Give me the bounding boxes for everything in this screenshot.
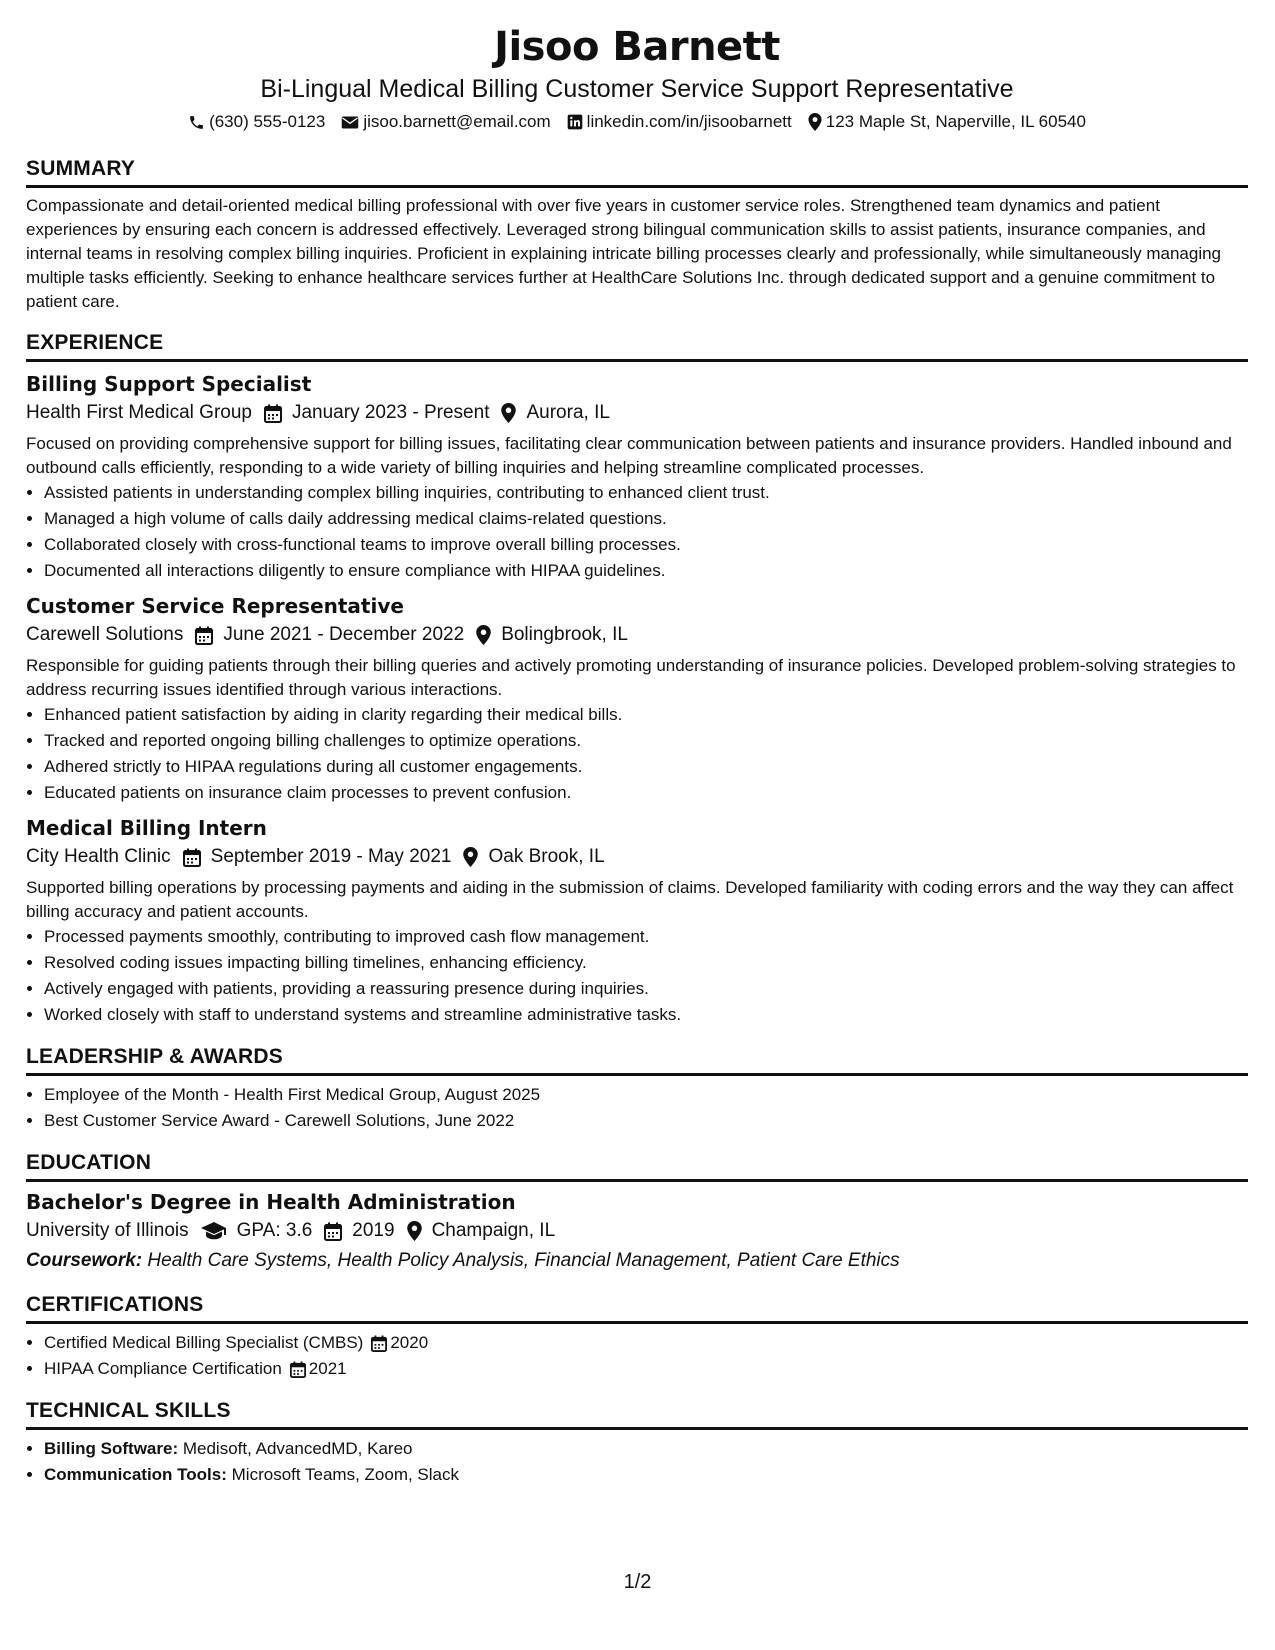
coursework-label: Coursework: <box>26 1250 143 1271</box>
experience-heading: EXPERIENCE <box>26 330 1248 362</box>
education-section <box>26 1150 1248 1276</box>
skill-label: Billing Software: <box>44 1439 179 1458</box>
calendar-icon <box>371 1335 387 1352</box>
job-description: Supported billing operations by processing payments and aiding in the submission of claims. Developed familiarity with coding errors and the way they can affect billing accuracy and patient accounts. <box>26 878 1234 921</box>
skills-list <box>26 1436 1248 1488</box>
phone-text: (630) 555-0123 <box>209 112 326 131</box>
email-text: jisoo.barnett@email.com <box>363 112 551 131</box>
list-item: • Collaborated closely with cross-functional teams to improve overall billing processes. <box>44 532 1248 558</box>
contact-line <box>26 110 1248 134</box>
coursework-line <box>26 1246 1248 1276</box>
skills-section <box>26 1398 1248 1488</box>
job-bullets <box>26 924 1248 1028</box>
degree-title: Bachelor's Degree in Health Administration <box>26 1190 516 1214</box>
list-item: • Tracked and reported ongoing billing challenges to optimize operations. <box>44 728 1248 754</box>
job-description: Responsible for guiding patients through their billing queries and actively promoting understanding of insurance policies. Developed problem-solving strategies to address recurring issues identified through various interactions. <box>26 656 1236 699</box>
address-text: 123 Maple St, Naperville, IL 60540 <box>825 112 1086 131</box>
cert-year: 2020 <box>390 1333 429 1352</box>
job-description: Focused on providing comprehensive support for billing issues, facilitating clear communication between patients and insurance providers. Handled inbound and outbound calls efficiently, responding to a wide variety of billing inquiries and helping streamline complicated processes. <box>26 434 1232 477</box>
resume-header <box>26 22 1248 134</box>
cert-row <box>44 1356 347 1382</box>
certifications-heading: CERTIFICATIONS <box>26 1292 1248 1324</box>
job-entry <box>26 370 1248 584</box>
job-title: Customer Service Representative <box>26 594 404 618</box>
phone-icon <box>188 114 205 131</box>
graduation-cap-icon <box>201 1222 227 1240</box>
list-item: • Employee of the Month - Health First Medical Group, August 2025 <box>44 1082 1248 1108</box>
resume-page <box>26 22 1248 1488</box>
job-location: Bolingbrook, IL <box>501 624 628 645</box>
cert-date <box>371 1330 428 1356</box>
list-item <box>44 1436 1248 1462</box>
list-item: • Enhanced patient satisfaction by aiding in clarity regarding their medical bills. <box>44 702 1248 728</box>
job-dates: June 2021 - December 2022 <box>223 624 465 645</box>
list-item: • Actively engaged with patients, providing a reassuring presence during inquiries. <box>44 976 1248 1002</box>
list-item: • Worked closely with staff to understand systems and streamline administrative tasks. <box>44 1002 1248 1028</box>
list-item: • Processed payments smoothly, contributing to improved cash flow management. <box>44 924 1248 950</box>
job-dates: January 2023 - Present <box>291 402 490 423</box>
summary-text: Compassionate and detail-oriented medical billing professional with over five years in customer service roles. Strengthened team dynamics and patient experiences by ensuring each concern is addressed effectively. Leveraged strong bilingual communication skills to assist patients, insurance companies, and internal teams in resolving complex billing inquiries. Proficient in explaining intricate billing processes clearly and professionally, while simultaneously managing multiple tasks efficiently. Seeking to enhance healthcare services further at HealthCare Solutions Inc. through dedicated support and a genuine commitment to patient care. <box>26 196 1222 311</box>
envelope-icon <box>341 115 359 130</box>
map-pin-icon <box>407 1221 422 1241</box>
candidate-name: Jisoo Barnett <box>494 24 780 70</box>
map-pin-icon <box>476 625 491 645</box>
calendar-icon <box>183 848 201 867</box>
summary-section <box>26 156 1248 314</box>
job-location: Aurora, IL <box>526 402 610 423</box>
cert-name: • Certified Medical Billing Specialist (CMBS) <box>44 1333 364 1352</box>
graduation-year: 2019 <box>352 1220 395 1241</box>
summary-heading: SUMMARY <box>26 156 1248 188</box>
certifications-list <box>26 1330 1248 1382</box>
awards-list <box>26 1082 1248 1134</box>
calendar-icon <box>290 1361 306 1378</box>
calendar-icon <box>195 626 213 645</box>
skills-heading: TECHNICAL SKILLS <box>26 1398 1248 1430</box>
list-item <box>44 1356 1248 1382</box>
job-bullets <box>26 702 1248 806</box>
job-title: Billing Support Specialist <box>26 372 312 396</box>
experience-section <box>26 330 1248 1028</box>
contact-phone[interactable] <box>188 110 325 134</box>
list-item <box>44 1330 1248 1356</box>
job-meta <box>26 842 1248 872</box>
list-item <box>44 1462 1248 1488</box>
cert-name: • HIPAA Compliance Certification <box>44 1359 282 1378</box>
calendar-icon <box>264 404 282 423</box>
job-entry <box>26 592 1248 806</box>
gpa-text: GPA: 3.6 <box>236 1220 313 1241</box>
cert-date <box>290 1356 347 1382</box>
linkedin-icon <box>567 114 583 130</box>
job-company: Health First Medical Group <box>26 402 252 423</box>
job-company: City Health Clinic <box>26 846 171 867</box>
school-name: University of Illinois <box>26 1220 189 1241</box>
contact-linkedin[interactable] <box>567 110 792 134</box>
job-bullets <box>26 480 1248 584</box>
list-item: • Educated patients on insurance claim processes to prevent confusion. <box>44 780 1248 806</box>
linkedin-text: linkedin.com/in/jisoobarnett <box>586 112 792 131</box>
job-dates: September 2019 - May 2021 <box>210 846 452 867</box>
map-pin-icon <box>808 113 822 131</box>
cert-year: 2021 <box>308 1359 347 1378</box>
list-item: • Documented all interactions diligently to ensure compliance with HIPAA guidelines. <box>44 558 1248 584</box>
map-pin-icon <box>501 403 516 423</box>
list-item: • Assisted patients in understanding complex billing inquiries, contributing to enhanced client trust. <box>44 480 1248 506</box>
map-pin-icon <box>463 847 478 867</box>
coursework-text: Health Care Systems, Health Policy Analysis, Financial Management, Patient Care Ethics <box>147 1250 900 1271</box>
page-number: 1/2 <box>623 1571 652 1593</box>
job-meta <box>26 620 1248 650</box>
education-heading: EDUCATION <box>26 1150 1248 1182</box>
education-meta <box>26 1216 1248 1246</box>
school-location: Champaign, IL <box>431 1220 556 1241</box>
calendar-icon <box>324 1222 342 1241</box>
list-item: • Managed a high volume of calls daily addressing medical claims-related questions. <box>44 506 1248 532</box>
contact-email[interactable] <box>341 110 550 134</box>
list-item: • Best Customer Service Award - Carewell Solutions, June 2022 <box>44 1108 1248 1134</box>
skill-value: Medisoft, AdvancedMD, Kareo <box>182 1439 413 1458</box>
skill-label: Communication Tools: <box>44 1465 227 1484</box>
job-title: Medical Billing Intern <box>26 816 267 840</box>
job-meta <box>26 398 1248 428</box>
job-company: Carewell Solutions <box>26 624 184 645</box>
job-location: Oak Brook, IL <box>488 846 605 867</box>
awards-section <box>26 1044 1248 1134</box>
cert-row <box>44 1330 428 1356</box>
list-item: • Adhered strictly to HIPAA regulations during all customer engagements. <box>44 754 1248 780</box>
job-entry <box>26 814 1248 1028</box>
skill-value: Microsoft Teams, Zoom, Slack <box>231 1465 459 1484</box>
certifications-section <box>26 1292 1248 1382</box>
list-item: • Resolved coding issues impacting billing timelines, enhancing efficiency. <box>44 950 1248 976</box>
awards-heading: LEADERSHIP & AWARDS <box>26 1044 1248 1076</box>
contact-address <box>808 110 1086 134</box>
candidate-headline: Bi-Lingual Medical Billing Customer Service Support Representative <box>260 75 1014 103</box>
